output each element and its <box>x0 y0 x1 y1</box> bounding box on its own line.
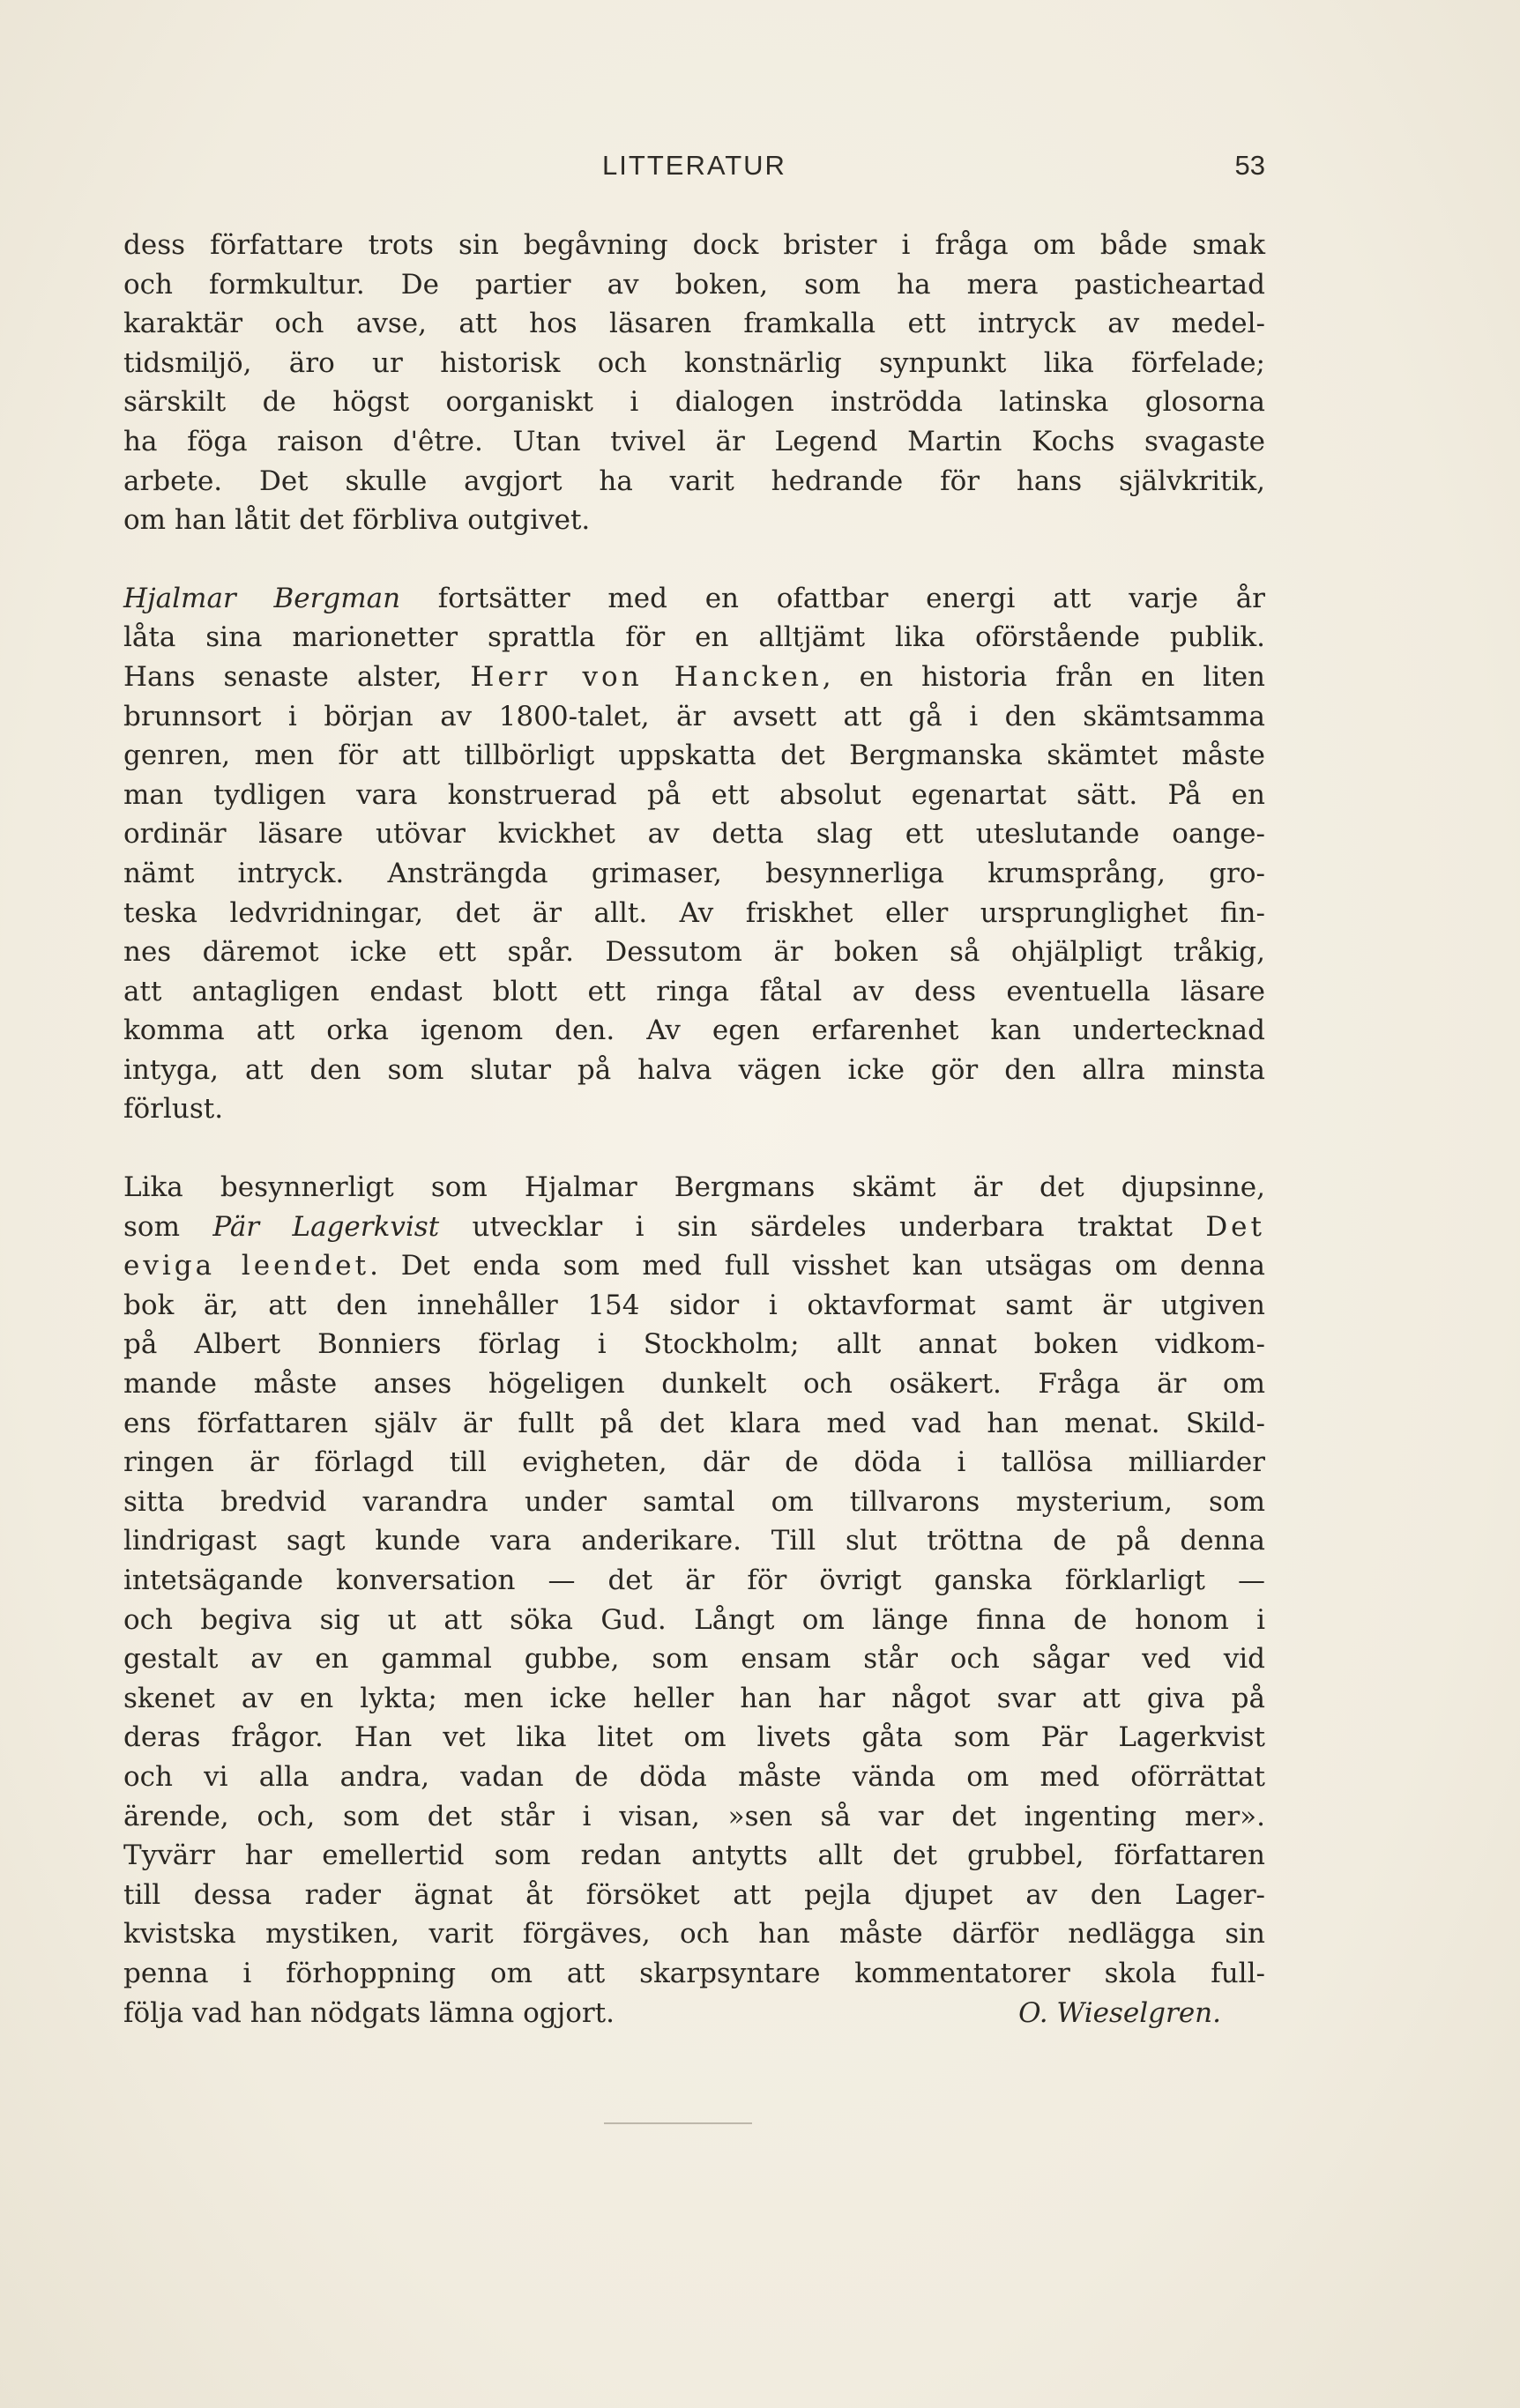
text-line: ha föga raison d'être. Utan tvivel är Legend Martin Kochs svagaste <box>123 425 1265 457</box>
author-name: Hjalmar Bergman <box>123 582 401 614</box>
text-line: sitta bredvid varandra under samtal om tillvarons mysterium, som <box>123 1485 1265 1518</box>
text-line: lindrigast sagt kunde vara anderikare. Till slut tröttna de på denna <box>123 1525 1265 1557</box>
text-line <box>123 579 1265 619</box>
book-title-part: eviga leendet <box>123 1250 370 1282</box>
text-segment: utvecklar i sin särdeles underbara traktat <box>439 1210 1206 1243</box>
paragraph-3 <box>123 1168 1265 2033</box>
text-line: intetsägande konversation — det är för övrigt ganska förklarligt — <box>123 1564 1265 1596</box>
text-line: att antagligen endast blott ett ringa fåtal av dess eventuella läsare <box>123 975 1265 1007</box>
text-line: arbete. Det skulle avgjort ha varit hedrande för hans självkritik, <box>123 465 1265 497</box>
text-line: deras frågor. Han vet lika litet om livets gåta som Pär Lagerkvist <box>123 1721 1265 1754</box>
text-line: brunnsort i början av 1800-talet, är avsett att gå i den skämtsamma <box>123 700 1265 732</box>
text-line: särskilt de högst oorganiskt i dialogen inströdda latinska glosorna <box>123 386 1265 419</box>
signature: O. Wieselgren. <box>1018 1996 1221 2029</box>
text-line: tidsmiljö, äro ur historisk och konstnärlig synpunkt lika förfelade; <box>123 346 1265 379</box>
text-line: penna i förhoppning om att skarpsyntare kommentatorer skola full- <box>123 1957 1265 1989</box>
text-line: Lika besynnerligt som Hjalmar Bergmans skämt är det djupsinne, <box>123 1171 1265 1204</box>
text-line: gestalt av en gammal gubbe, som ensam står och sågar ved vid <box>123 1643 1265 1676</box>
text-line: nämt intryck. Ansträngda grimaser, besynnerliga krumsprång, gro- <box>123 857 1265 889</box>
paragraph-2 <box>123 579 1265 1129</box>
text-line: bok är, att den innehåller 154 sidor i oktavformat samt är utgiven <box>123 1289 1265 1321</box>
text-line: och vi alla andra, vadan de döda måste vända om med oförrättat <box>123 1760 1265 1793</box>
text-line: komma att orka igenom den. Av egen erfarenhet kan undertecknad <box>123 1014 1265 1047</box>
text-line: man tydligen vara konstruerad på ett absolut egenartat sätt. På en <box>123 778 1265 811</box>
text-line: ens författaren själv är fullt på det klara med vad han menat. Skild- <box>123 1407 1265 1439</box>
text-segment: fortsätter med en ofattbar energi att varje år <box>400 582 1265 614</box>
text-segment: Hans senaste alster, <box>123 660 471 693</box>
text-line: mande måste anses högeligen dunkelt och osäkert. Fråga är om <box>123 1368 1265 1401</box>
text-line <box>123 658 1265 697</box>
text-line: skenet av en lykta; men icke heller han har något svar att giva på <box>123 1682 1265 1714</box>
running-title: LITTERATUR <box>602 150 786 181</box>
text-line: förlust. <box>123 1093 224 1126</box>
text-line: kvistska mystiken, varit förgäves, och han måste därför nedlägga sin <box>123 1918 1265 1951</box>
text-segment: följa vad han nödgats lämna ogjort. <box>123 1996 615 2029</box>
text-line: dess författare trots sin begåvning dock brister i fråga om både smak <box>123 229 1265 261</box>
book-title: Herr von Hancken <box>470 660 823 693</box>
text-segment: , en historia från en liten <box>822 660 1266 693</box>
text-line: och formkultur. De partier av boken, som ha mera pasticheartad <box>123 268 1265 301</box>
text-line <box>123 1208 1265 1247</box>
text-line: ordinär läsare utövar kvickhet av detta slag ett uteslutande oange- <box>123 818 1265 851</box>
text-line: och begiva sig ut att söka Gud. Långt om länge finna de honom i <box>123 1603 1265 1636</box>
closing-line <box>123 1994 1265 2033</box>
text-segment: som <box>123 1210 213 1243</box>
text-line: nes däremot icke ett spår. Dessutom är boken så ohjälpligt tråkig, <box>123 936 1265 969</box>
text-line: låta sina marionetter sprattla för en alltjämt lika oförstående publik. <box>123 621 1265 654</box>
text-line: intyga, att den som slutar på halva vägen icke gör den allra minsta <box>123 1053 1265 1086</box>
text-line: genren, men för att tillbörligt uppskatta det Bergmanska skämtet måste <box>123 739 1265 772</box>
book-title-part: Det <box>1205 1210 1265 1243</box>
text-line <box>123 1246 1265 1286</box>
article-body <box>123 226 1265 2033</box>
text-segment: . Det enda som med full visshet kan utsägas om denna <box>369 1250 1265 1282</box>
text-line: Tyvärr har emellertid som redan antytts allt det grubbel, författaren <box>123 1839 1265 1872</box>
paragraph-1 <box>123 226 1265 540</box>
text-line: ärende, och, som det står i visan, »sen så var det ingenting mer». <box>123 1800 1265 1832</box>
page-header <box>123 150 1265 194</box>
text-line: till dessa rader ägnat åt försöket att pejla djupet av den Lager- <box>123 1878 1265 1911</box>
text-line: teska ledvridningar, det är allt. Av friskhet eller ursprunglighet fin- <box>123 896 1265 929</box>
text-line: om han låtit det förbliva outgivet. <box>123 504 591 537</box>
author-name: Pär Lagerkvist <box>212 1210 440 1243</box>
end-rule <box>604 2122 752 2124</box>
text-line: på Albert Bonniers förlag i Stockholm; allt annat boken vidkom- <box>123 1328 1265 1361</box>
page-number: 53 <box>1234 150 1265 181</box>
text-line: karaktär och avse, att hos läsaren framkalla ett intryck av medel- <box>123 308 1265 340</box>
text-line: ringen är förlagd till evigheten, där de döda i tallösa milliarder <box>123 1446 1265 1479</box>
